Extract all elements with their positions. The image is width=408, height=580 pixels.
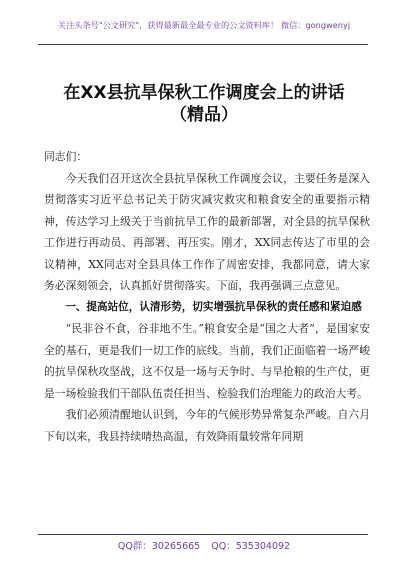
header-divider bbox=[38, 44, 368, 45]
paragraph-2: “民非谷不食，谷非地不生。”粮食安全是“国之大者”，是国家安全的基石，更是我们一切工作的底线。当前，我们正面临着一场严峻的抗旱保秋攻坚战，这不仅是一场与天争时、与旱抢粮的生产仗，更是一场检验我们干部队伍责任担当、检验我们治理能力的政治大考。 bbox=[44, 322, 370, 400]
paragraph-3: 我们必须清醒地认识到，今年的气候形势异常复杂严峻。自六月下旬以来，我县持续晴热高温，有效降雨量较常年同期 bbox=[44, 408, 370, 443]
footer-qq: QQ：535304092 bbox=[211, 541, 291, 552]
document-body bbox=[44, 146, 370, 447]
header-note: 关注头条号"公文研究"，获得最新最全最专业的公文资料库！ 微信：gongwenyj bbox=[57, 20, 351, 30]
footer-divider bbox=[38, 534, 368, 535]
footer bbox=[0, 538, 408, 552]
document-title bbox=[20, 82, 388, 126]
paragraph-1: 今天我们召开这次全县抗旱保秋工作调度会议，主要任务是深入贯彻落实习近平总书记关于防灾减灾救灾和粮食安全的重要指示精神，传达学习上级关于当前抗旱工作的最新部署，对全县的抗旱保秋工作进行再动员、再部署、再压实。刚才，XX同志传达了市里的会议精神，XX同志对全县具体工作作了周密安排，我都同意，请大家务必深刻领会，认真抓好贯彻落实。下面，我再强调三点意见。 bbox=[44, 171, 370, 292]
title-line-2: （精品） bbox=[170, 105, 238, 125]
section-heading-1: 一、提高站位，认清形势，切实增强抗旱保秋的责任感和紧迫感 bbox=[65, 300, 362, 313]
title-line-1: 在XX县抗旱保秋工作调度会上的讲话 bbox=[63, 83, 345, 103]
footer-qq-group: QQ群：30265665 bbox=[117, 541, 201, 552]
salutation: 同志们： bbox=[44, 150, 88, 163]
